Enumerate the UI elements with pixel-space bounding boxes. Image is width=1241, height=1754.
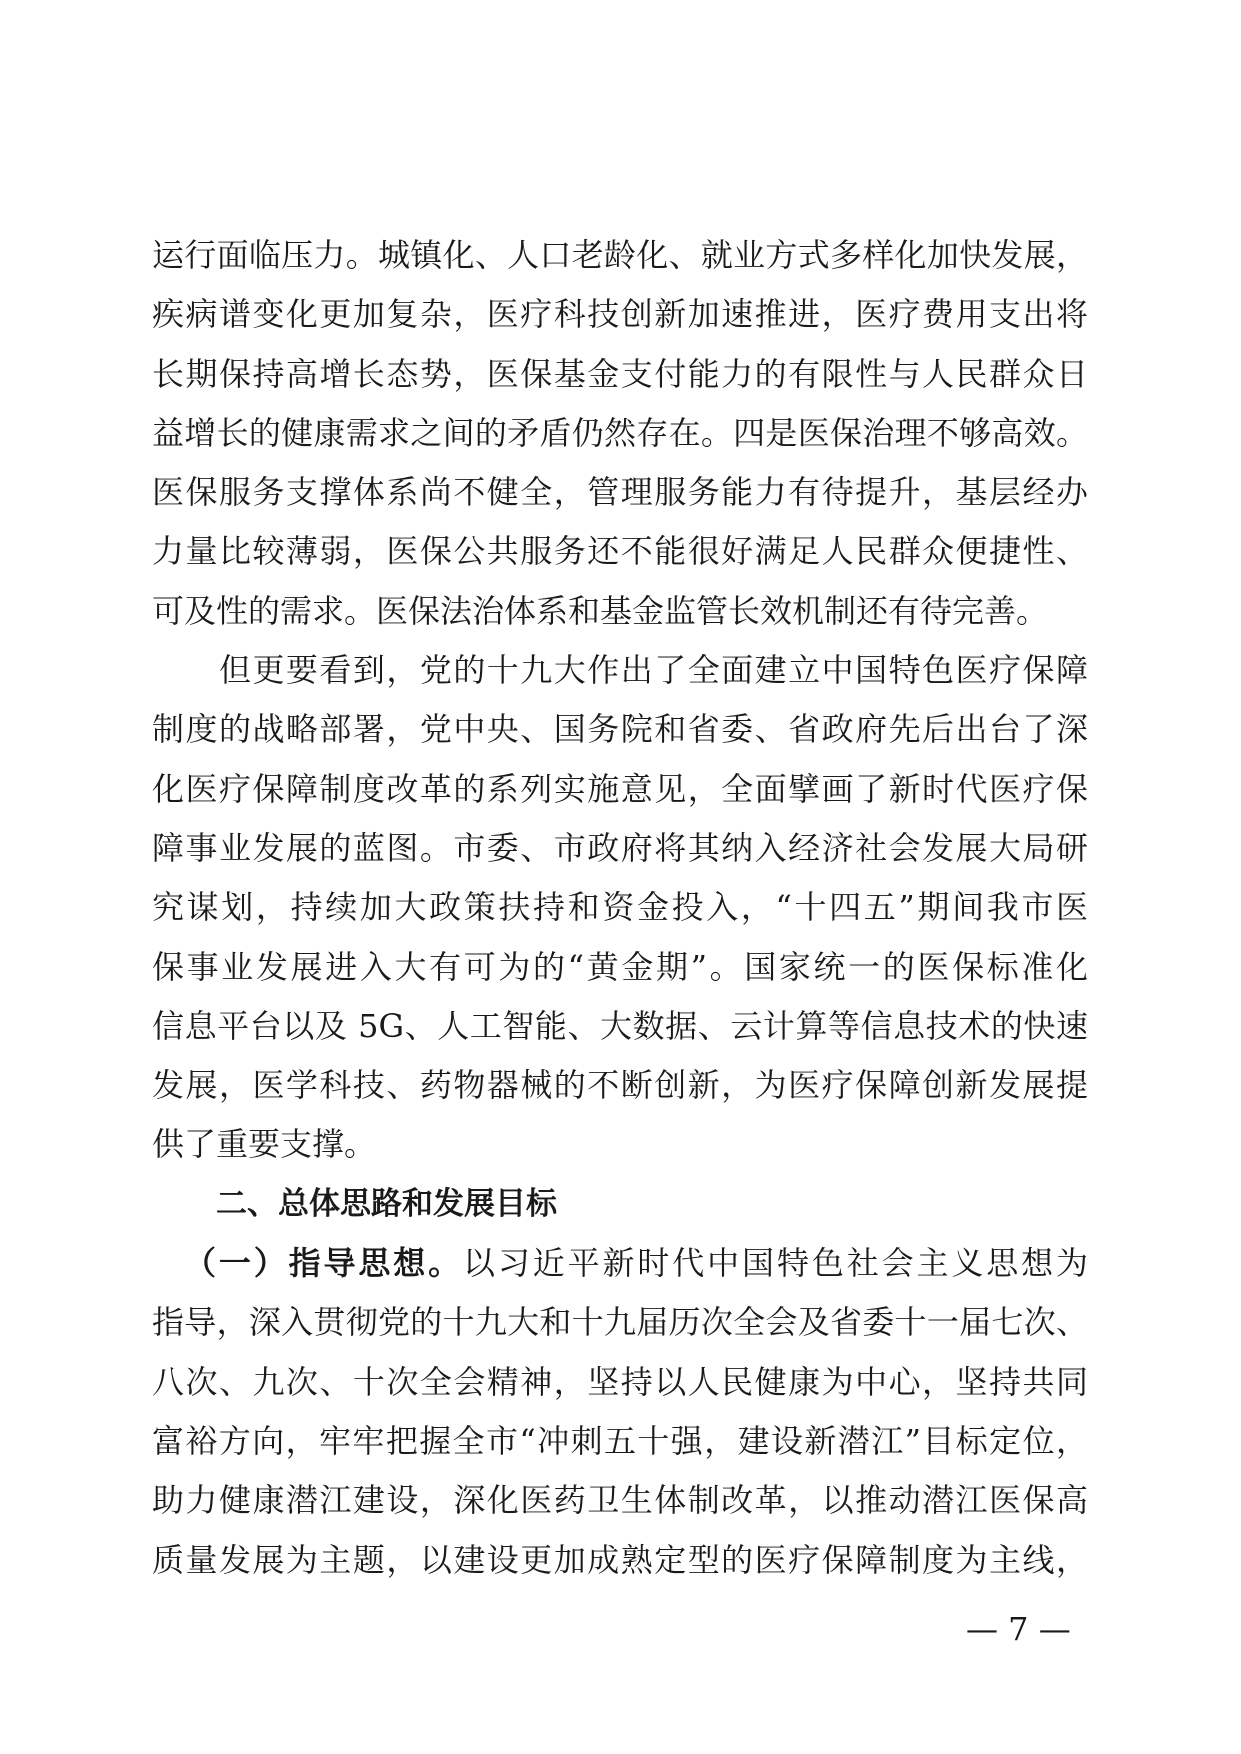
paragraph-line: 信息平台以及 5G、人工智能、大数据、云计算等信息技术的快速 <box>152 1006 1088 1045</box>
section-heading: 二、总体思路和发展目标 <box>216 1185 557 1222</box>
subsection-lead: （一）指导思想。 <box>184 1244 464 1283</box>
paragraph-line: 医保服务支撑体系尚不健全，管理服务能力有待提升，基层经办 <box>152 473 1088 512</box>
paragraph-line: 发展，医学科技、药物器械的不断创新，为医疗保障创新发展提 <box>152 1066 1088 1105</box>
paragraph-line: 可及性的需求。医保法治体系和基金监管长效机制还有待完善。 <box>152 591 1049 630</box>
paragraph-line: 究谋划，持续加大政策扶持和资金投入，“十四五”期间我市医 <box>152 888 1088 927</box>
subsection-first-line <box>152 1234 1088 1293</box>
document-body <box>152 226 1088 1590</box>
paragraph-line: 供了重要支撑。 <box>152 1125 377 1164</box>
page-number: — 7 — <box>966 1610 1071 1648</box>
paragraph-line: 质量发展为主题，以建设更加成熟定型的医疗保障制度为主线， <box>152 1540 1088 1579</box>
paragraph-line: 助力健康潜江建设，深化医药卫生体制改革，以推动潜江医保高 <box>152 1481 1088 1520</box>
paragraph-line: 长期保持高增长态势，医保基金支付能力的有限性与人民群众日 <box>152 354 1088 393</box>
paragraph-line: 化医疗保障制度改革的系列实施意见，全面擘画了新时代医疗保 <box>152 769 1088 808</box>
paragraph-line: 障事业发展的蓝图。市委、市政府将其纳入经济社会发展大局研 <box>152 828 1088 867</box>
paragraph-line: 指导，深入贯彻党的十九大和十九届历次全会及省委十一届七次、 <box>152 1303 1088 1342</box>
paragraph-line: 富裕方向，牢牢把握全市“冲刺五十强，建设新潜江”目标定位， <box>152 1421 1088 1460</box>
paragraph-line: 但更要看到，党的十九大作出了全面建立中国特色医疗保障 <box>152 651 1088 690</box>
paragraph-line: 制度的战略部署，党中央、国务院和省委、省政府先后出台了深 <box>152 710 1088 749</box>
paragraph-line: 力量比较薄弱，医保公共服务还不能很好满足人民群众便捷性、 <box>152 532 1088 571</box>
paragraph-line: 运行面临压力。城镇化、人口老龄化、就业方式多样化加快发展， <box>152 236 1088 274</box>
subsection-text: 以习近平新时代中国特色社会主义思想为 <box>463 1244 1088 1283</box>
paragraph-line: 疾病谱变化更加复杂，医疗科技创新加速推进，医疗费用支出将 <box>152 295 1088 334</box>
paragraph-line: 益增长的健康需求之间的矛盾仍然存在。四是医保治理不够高效。 <box>152 413 1088 452</box>
paragraph-line: 八次、九次、十次全会精神，坚持以人民健康为中心，坚持共同 <box>152 1362 1088 1401</box>
paragraph-line: 保事业发展进入大有可为的“黄金期”。国家统一的医保标准化 <box>152 947 1088 986</box>
